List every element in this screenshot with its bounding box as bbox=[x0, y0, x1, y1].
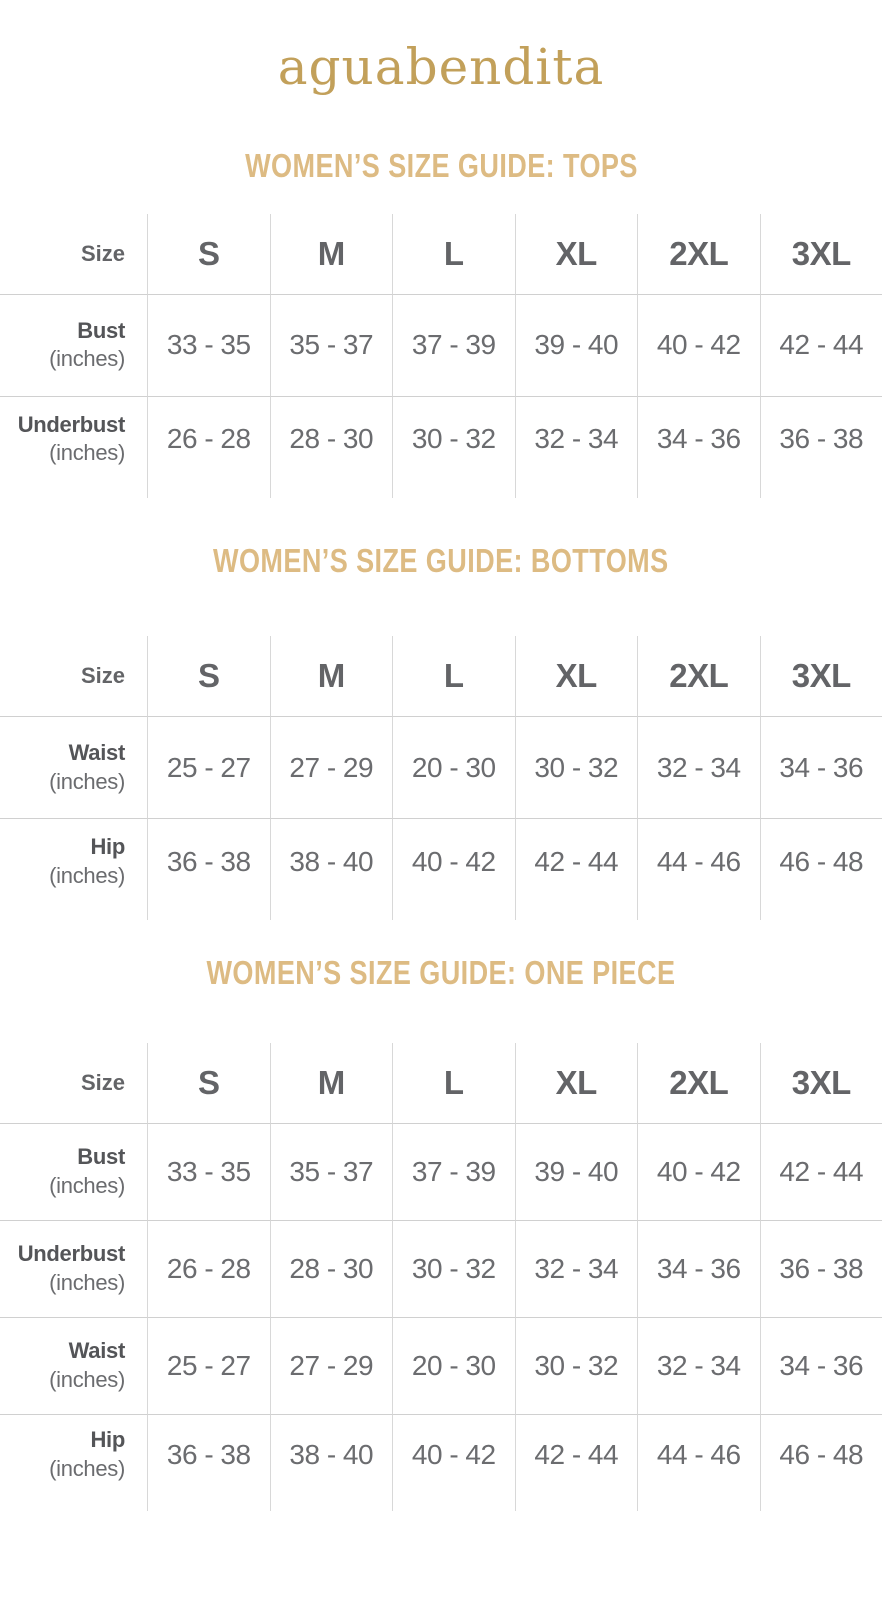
row-label bbox=[0, 396, 147, 498]
row-label-unit: (inches) bbox=[49, 1269, 125, 1295]
measurement-value: 26 - 28 bbox=[147, 396, 270, 498]
section-heading-bottoms bbox=[0, 541, 882, 579]
row-label-unit: (inches) bbox=[49, 862, 125, 888]
measurement-value: 25 - 27 bbox=[147, 716, 270, 818]
row-label bbox=[0, 716, 147, 818]
size-column-header: 2XL bbox=[637, 636, 760, 716]
section-heading-one-piece bbox=[0, 956, 882, 991]
size-corner-label: Size bbox=[80, 1069, 125, 1095]
measurement-value: 34 - 36 bbox=[760, 1317, 882, 1414]
row-label-name: Waist bbox=[68, 740, 125, 766]
measurement-value: 42 - 44 bbox=[760, 1123, 882, 1220]
size-column-header: L bbox=[392, 214, 515, 294]
measurement-value: 44 - 46 bbox=[637, 1414, 760, 1511]
measurement-value: 40 - 42 bbox=[637, 1123, 760, 1220]
size-column-header: 3XL bbox=[760, 1043, 882, 1123]
row-label-unit: (inches) bbox=[49, 1366, 125, 1392]
measurement-value: 28 - 30 bbox=[270, 396, 393, 498]
measurement-value: 46 - 48 bbox=[760, 1414, 882, 1511]
measurement-value: 26 - 28 bbox=[147, 1220, 270, 1317]
size-column-header: L bbox=[392, 636, 515, 716]
size-column-header: M bbox=[270, 1043, 393, 1123]
measurement-value: 30 - 32 bbox=[515, 1317, 638, 1414]
size-column-header: XL bbox=[515, 1043, 638, 1123]
measurement-value: 36 - 38 bbox=[760, 1220, 882, 1317]
size-column-header: S bbox=[147, 636, 270, 716]
section-heading-tops bbox=[0, 149, 882, 184]
row-label bbox=[0, 1123, 147, 1220]
row-label bbox=[0, 818, 147, 920]
row-label bbox=[0, 1220, 147, 1317]
measurement-value: 30 - 32 bbox=[392, 396, 515, 498]
section-heading-text: WOMEN’S SIZE GUIDE: ONE PIECE bbox=[206, 954, 676, 992]
row-label bbox=[0, 1414, 147, 1511]
size-column-header: 3XL bbox=[760, 214, 882, 294]
row-label bbox=[0, 294, 147, 396]
size-column-header: S bbox=[147, 214, 270, 294]
measurement-value: 35 - 37 bbox=[270, 294, 393, 396]
measurement-value: 40 - 42 bbox=[637, 294, 760, 396]
measurement-value: 42 - 44 bbox=[515, 1414, 638, 1511]
measurement-value: 20 - 30 bbox=[392, 1317, 515, 1414]
size-column-header: L bbox=[392, 1043, 515, 1123]
row-label-name: Bust bbox=[77, 317, 125, 343]
measurement-value: 32 - 34 bbox=[637, 1317, 760, 1414]
section-bottoms bbox=[0, 541, 882, 921]
measurement-value: 38 - 40 bbox=[270, 1414, 393, 1511]
measurement-value: 35 - 37 bbox=[270, 1123, 393, 1220]
measurement-value: 46 - 48 bbox=[760, 818, 882, 920]
size-corner-label: Size bbox=[80, 663, 125, 689]
row-label-name: Waist bbox=[68, 1338, 125, 1364]
measurement-value: 37 - 39 bbox=[392, 294, 515, 396]
row-label-name: Bust bbox=[77, 1144, 125, 1170]
size-corner-label: Size bbox=[80, 240, 125, 266]
measurement-value: 34 - 36 bbox=[637, 1220, 760, 1317]
size-table-tops bbox=[0, 214, 882, 498]
measurement-value: 34 - 36 bbox=[637, 396, 760, 498]
size-column-header: 3XL bbox=[760, 636, 882, 716]
row-label-name: Underbust bbox=[17, 411, 125, 437]
row-label-unit: (inches) bbox=[49, 1172, 125, 1198]
row-label-unit: (inches) bbox=[49, 346, 125, 372]
measurement-value: 25 - 27 bbox=[147, 1317, 270, 1414]
size-table-one-piece bbox=[0, 1043, 882, 1511]
measurement-value: 39 - 40 bbox=[515, 294, 638, 396]
measurement-value: 32 - 34 bbox=[637, 716, 760, 818]
measurement-value: 36 - 38 bbox=[147, 818, 270, 920]
size-column-header: 2XL bbox=[637, 214, 760, 294]
row-label bbox=[0, 1317, 147, 1414]
section-heading-text: WOMEN’S SIZE GUIDE: TOPS bbox=[244, 147, 638, 184]
section-tops bbox=[0, 149, 882, 498]
row-label-name: Hip bbox=[90, 1427, 125, 1453]
measurement-value: 33 - 35 bbox=[147, 1123, 270, 1220]
brand-logo: aguabendita bbox=[277, 38, 605, 96]
measurement-value: 38 - 40 bbox=[270, 818, 393, 920]
measurement-value: 42 - 44 bbox=[760, 294, 882, 396]
measurement-value: 40 - 42 bbox=[392, 818, 515, 920]
measurement-value: 30 - 32 bbox=[515, 716, 638, 818]
size-column-header: XL bbox=[515, 214, 638, 294]
measurement-value: 28 - 30 bbox=[270, 1220, 393, 1317]
size-table-bottoms bbox=[0, 636, 882, 920]
measurement-value: 32 - 34 bbox=[515, 396, 638, 498]
measurement-value: 27 - 29 bbox=[270, 1317, 393, 1414]
section-heading-text: WOMEN’S SIZE GUIDE: BOTTOMS bbox=[213, 541, 669, 579]
row-label-unit: (inches) bbox=[49, 768, 125, 794]
size-column-header: S bbox=[147, 1043, 270, 1123]
size-column-header: M bbox=[270, 636, 393, 716]
measurement-value: 20 - 30 bbox=[392, 716, 515, 818]
measurement-value: 33 - 35 bbox=[147, 294, 270, 396]
measurement-value: 30 - 32 bbox=[392, 1220, 515, 1317]
measurement-value: 32 - 34 bbox=[515, 1220, 638, 1317]
size-column-header: 2XL bbox=[637, 1043, 760, 1123]
row-label-name: Underbust bbox=[17, 1241, 125, 1267]
measurement-value: 44 - 46 bbox=[637, 818, 760, 920]
size-column-header: XL bbox=[515, 636, 638, 716]
measurement-value: 36 - 38 bbox=[147, 1414, 270, 1511]
measurement-value: 27 - 29 bbox=[270, 716, 393, 818]
size-column-header: M bbox=[270, 214, 393, 294]
measurement-value: 39 - 40 bbox=[515, 1123, 638, 1220]
measurement-value: 40 - 42 bbox=[392, 1414, 515, 1511]
row-label-unit: (inches) bbox=[49, 440, 125, 466]
row-label-unit: (inches) bbox=[49, 1455, 125, 1481]
measurement-value: 34 - 36 bbox=[760, 716, 882, 818]
section-one-piece bbox=[0, 956, 882, 1511]
measurement-value: 36 - 38 bbox=[760, 396, 882, 498]
measurement-value: 37 - 39 bbox=[392, 1123, 515, 1220]
row-label-name: Hip bbox=[90, 834, 125, 860]
measurement-value: 42 - 44 bbox=[515, 818, 638, 920]
